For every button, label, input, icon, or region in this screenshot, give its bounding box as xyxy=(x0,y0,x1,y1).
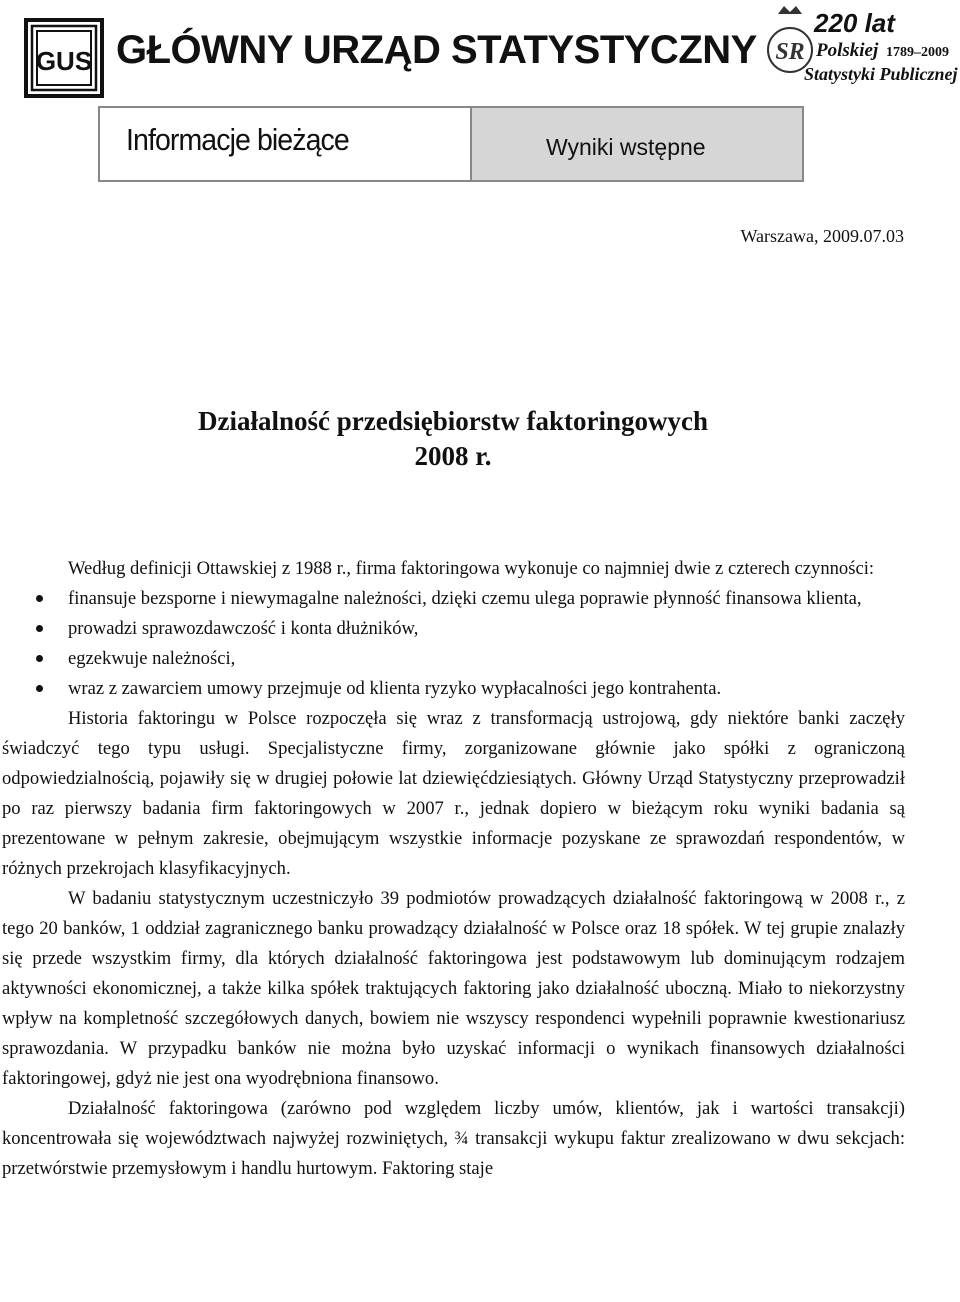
anniversary-line2: Statystyki Publicznej xyxy=(804,64,958,84)
bullet-item xyxy=(2,644,905,674)
body-paragraph-history: Historia faktoringu w Polsce rozpoczęła się wraz z transformacją ustrojową, gdy niektóre banki zaczęły świadczyć tego typu usługi. Specjalistyczne firmy, zorganizowane głównie jako spółki z ograniczoną odpowiedzialnością, pojawiły się w drugiej połowie lat dziewięćdziesiątych. Główny Urząd Statystyczny przeprowadził po raz pierwszy badania firm faktoringowych w 2007 r., jednak dopiero w bieżącym roku wyniki badania są prezentowane w pełnym zakresie, obejmującym wszystkie informacje pozyskane ze sprawozdań respondentów, w różnych przekrojach klasyfikacyjnych. xyxy=(2,708,905,879)
document-title xyxy=(0,404,906,474)
gus-logo-text: GUS xyxy=(35,46,93,76)
banner-title: Informacje bieżące xyxy=(126,122,349,157)
org-name: GŁÓWNY URZĄD STATYSTYCZNY xyxy=(116,28,757,72)
anniversary-monogram: SR xyxy=(775,39,805,65)
body-paragraph-survey: W badaniu statystycznym uczestniczyło 39 podmiotów prowadzących działalność faktoringową w 2008 r., z tego 20 banków, 1 oddział zagranicznego banku prowadzący działalność w Polsce oraz 18 spółek. W tej grupie znalazły się przede wszystkim firmy, dla których działalność faktoringowa jest podstawowym lub dominującym rodzajem aktywności ekonomicznej, a także kilka spółek traktujących faktoring jako działalność uboczną. Miało to niekorzystny wpływ na kompletność szczegółowych danych, bowiem nie wszyscy respondenci wypełnili poprawnie kwestionariusz sprawozdania. W przypadku banków nie można było uzyskać informacji o wynikach finansowych działalności faktoringowej, gdyż nie jest ona wyodrębniona finansowo. xyxy=(2,888,905,1089)
bullet-icon xyxy=(36,625,43,632)
bullet-icon xyxy=(36,685,43,692)
title-line-2: 2008 r. xyxy=(414,441,492,471)
gus-logo xyxy=(24,18,104,98)
bullet-text: prowadzi sprawozdawczość i konta dłużników, xyxy=(68,618,419,639)
document-body xyxy=(2,554,905,1184)
bullet-item xyxy=(2,584,905,614)
anniversary-number: 220 lat xyxy=(814,8,895,38)
bullet-text: finansuje bezsporne i niewymagalne należności, dzięki czemu ulega poprawie płynność finansowa klienta, xyxy=(68,588,862,609)
bullet-text: wraz z zawarciem umowy przejmuje od klienta ryzyko wypłacalności jego kontrahenta. xyxy=(68,678,722,699)
bullet-icon xyxy=(36,595,43,602)
intro-paragraph: Według definicji Ottawskiej z 1988 r., firma faktoringowa wykonuje co najmniej dwie z czterech czynności: xyxy=(68,558,875,579)
bullet-item xyxy=(2,614,905,644)
banner-subtitle: Wyniki wstępne xyxy=(546,134,706,160)
bullet-item xyxy=(2,674,905,704)
anniversary-logo xyxy=(766,2,958,96)
body-paragraph-concentration: Działalność faktoringowa (zarówno pod względem liczby umów, klientów, jak i wartości transakcji) koncentrowała się województwach najwyżej rozwiniętych, ¾ transakcji wykupu faktur zrealizowano w dwu sekcjach: przetwórstwie przemysłowym i handlu hurtowym. Faktoring staje xyxy=(2,1098,905,1179)
bullet-list xyxy=(2,584,905,704)
info-banner xyxy=(98,106,804,182)
anniversary-line1: Polskiej xyxy=(816,40,879,61)
anniversary-years: 1789–2009 xyxy=(886,45,949,60)
date-line: Warszawa, 2009.07.03 xyxy=(740,226,904,246)
banner-left-panel xyxy=(100,108,472,180)
bullet-text: egzekwuje należności, xyxy=(68,648,236,669)
title-line-1: Działalność przedsiębiorstw faktoringowych xyxy=(198,406,708,436)
bullet-icon xyxy=(36,655,43,662)
